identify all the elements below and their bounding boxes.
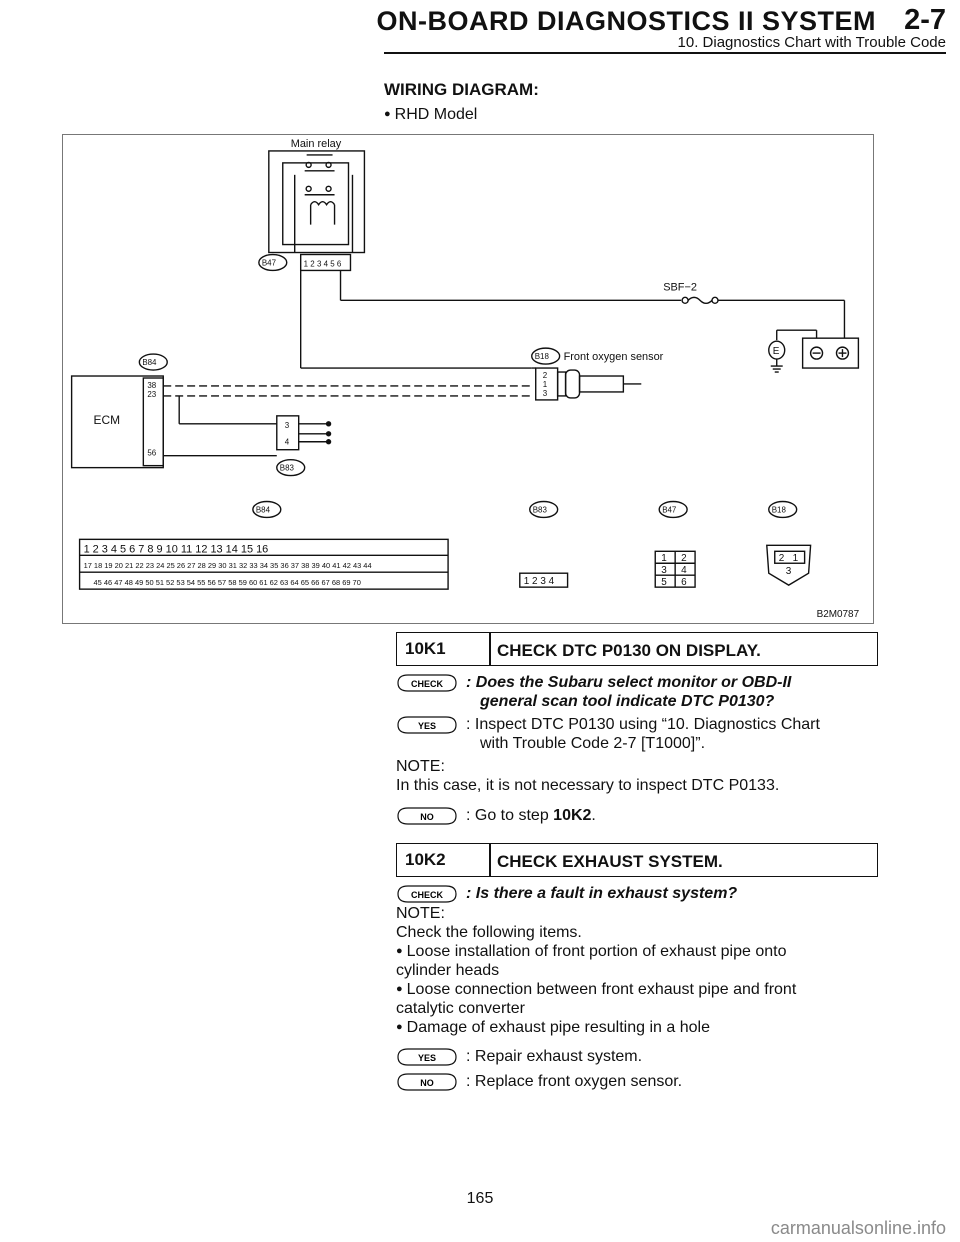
svg-text:1: 1 — [792, 553, 799, 565]
main-relay-label: Main relay — [290, 137, 342, 150]
b18-face — [767, 545, 811, 585]
svg-text:B84: B84 — [142, 358, 157, 368]
bullet-icon: ● — [384, 108, 391, 120]
connector-b18-badge — [532, 348, 560, 364]
ecm-label: ECM — [93, 412, 121, 427]
goto-step-link[interactable]: 10K2 — [553, 807, 592, 824]
model-label: RHD Model — [394, 106, 478, 123]
header-rule — [384, 52, 946, 54]
svg-text:B18: B18 — [771, 505, 786, 515]
svg-text:23: 23 — [147, 389, 157, 399]
connector-b83-badge — [277, 460, 305, 476]
step-10k1-header — [396, 632, 878, 666]
b84-face — [80, 539, 448, 589]
page-header — [0, 0, 960, 54]
svg-text:3: 3 — [542, 388, 548, 398]
note-item: ● Loose installation of front portion of exhaust pipe onto — [396, 943, 787, 960]
svg-text:2: 2 — [778, 553, 785, 565]
svg-text:56: 56 — [147, 448, 157, 458]
svg-text:B83: B83 — [279, 463, 294, 473]
step-divider — [489, 633, 491, 665]
svg-text:17 18 19 20 21 22 23 24 25 26: 17 18 19 20 21 22 23 24 25 26 27 28 29 30 31 32 33 34 35 36 37 38 39 40 41 42 43 44 — [83, 561, 372, 571]
svg-text:1: 1 — [542, 379, 548, 389]
fuse-sbf2 — [682, 297, 718, 303]
svg-text:4: 4 — [284, 437, 290, 447]
watermark: carmanualsonline.info — [770, 1218, 946, 1238]
svg-text:3: 3 — [284, 420, 290, 430]
yes-badge-icon — [396, 716, 458, 734]
sbf-label: SBF−2 — [663, 281, 697, 294]
ecm-box — [72, 376, 164, 468]
model-line — [384, 106, 477, 124]
svg-text:4: 4 — [681, 565, 687, 577]
note-item: ● Loose connection between front exhaust pipe and front — [396, 981, 797, 998]
b47-face — [655, 551, 695, 588]
svg-text:B47: B47 — [261, 258, 277, 268]
note-10k1: NOTE: In this case, it is not necessary to inspect DTC P0133. — [396, 758, 780, 794]
svg-text:YES: YES — [417, 721, 437, 731]
yes-badge-icon — [396, 1048, 458, 1066]
b84-face-badge — [253, 501, 281, 517]
step-title: CHECK DTC P0130 ON DISPLAY. — [497, 641, 761, 660]
svg-text:B18: B18 — [534, 352, 549, 362]
yes-action-10k2: : Repair exhaust system. — [466, 1048, 643, 1065]
svg-text:2: 2 — [542, 371, 548, 381]
step-id: 10K2 — [405, 850, 446, 869]
svg-text:E: E — [772, 346, 780, 358]
relay-pins: 1 2 3 4 5 6 — [303, 259, 342, 269]
step-id: 10K1 — [405, 639, 446, 658]
svg-text:6: 6 — [681, 577, 687, 589]
step-divider — [489, 844, 491, 876]
svg-text:NO: NO — [420, 1078, 434, 1088]
svg-text:5: 5 — [661, 577, 667, 589]
connector-b83 — [277, 416, 331, 450]
svg-text:NO: NO — [420, 812, 434, 822]
front-o2-label: Front oxygen sensor — [563, 351, 664, 364]
svg-text:1 2 3 4: 1 2 3 4 — [523, 576, 555, 588]
svg-text:3: 3 — [785, 566, 792, 578]
yes-action-10k1: : Inspect DTC P0130 using “10. Diagnostics Chart with Trouble Code 2-7 [T1000]”. — [466, 716, 820, 752]
check-badge-icon — [396, 885, 458, 903]
svg-text:45 46 47 48 49 50 51 52 53 54: 45 46 47 48 49 50 51 52 53 54 55 56 57 58 59 60 61 62 63 64 65 66 67 68 69 70 — [93, 578, 361, 588]
connector-b47-badge — [259, 255, 287, 271]
svg-text:B47: B47 — [662, 505, 677, 515]
b18-face-badge — [769, 501, 797, 517]
b47-face-badge — [659, 501, 687, 517]
no-badge-icon — [396, 1073, 458, 1091]
svg-text:CHECK: CHECK — [410, 890, 444, 900]
wiring-heading: WIRING DIAGRAM: — [384, 80, 539, 99]
no-action-10k1: : Go to step 10K2. — [466, 807, 596, 824]
page-number: 165 — [466, 1190, 494, 1207]
step-title: CHECK EXHAUST SYSTEM. — [497, 852, 723, 871]
header-title: ON-BOARD DIAGNOSTICS II SYSTEM — [376, 6, 876, 36]
b83-face — [520, 573, 568, 587]
header-subtitle: 10. Diagnostics Chart with Trouble Code — [677, 34, 946, 51]
connector-b84-badge — [139, 354, 167, 370]
note-item: ● Damage of exhaust pipe resulting in a hole — [396, 1019, 710, 1036]
svg-text:B84: B84 — [255, 505, 271, 515]
b83-face-badge — [530, 501, 558, 517]
no-badge-icon — [396, 807, 458, 825]
main-relay — [269, 151, 365, 271]
check-badge-icon — [396, 674, 458, 692]
step-10k2-header — [396, 843, 878, 877]
svg-text:CHECK: CHECK — [410, 679, 444, 689]
svg-text:1: 1 — [661, 553, 667, 565]
svg-text:38: 38 — [147, 380, 157, 390]
check-question-10k2: : Is there a fault in exhaust system? — [466, 885, 738, 902]
svg-text:1 2 3 4 5 6 7 8 9 10: 1 2 3 4 5 6 7 8 9 10 11 12 13 14 15 16 — [83, 543, 269, 556]
oxygen-sensor — [536, 368, 642, 400]
no-action-10k2: : Replace front oxygen sensor. — [466, 1073, 683, 1090]
svg-text:2: 2 — [681, 553, 687, 565]
check-question-10k1: : Does the Subaru select monitor or OBD-II general scan tool indicate DTC P0130? — [466, 674, 792, 710]
svg-text:3: 3 — [661, 565, 667, 577]
section-number: 2-7 — [904, 4, 946, 36]
svg-text:B83: B83 — [532, 505, 547, 515]
figure-code: B2M0787 — [816, 609, 860, 621]
battery — [803, 338, 859, 368]
svg-text:YES: YES — [417, 1053, 437, 1063]
wiring-diagram — [62, 134, 874, 624]
note-10k2: NOTE: Check the following items. ● Loose installation of front portion of exhaust pipe onto cylinder heads ● Loose connection between front exhaust pipe and front catalytic converter ● Damage of exhaust pipe resulting in a hole — [396, 904, 878, 1037]
ground-e — [769, 341, 785, 372]
